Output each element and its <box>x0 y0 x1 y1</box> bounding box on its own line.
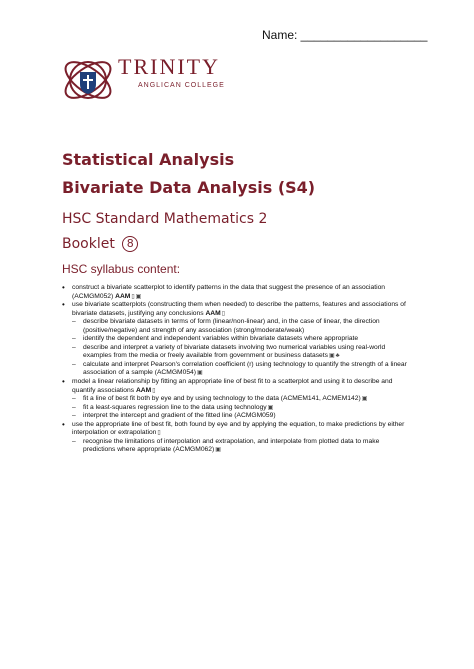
syllabus-item <box>62 412 412 421</box>
logo-wordmark: TRINITY <box>118 54 220 79</box>
screen-icon: ▣ <box>361 396 368 403</box>
trinity-logo <box>60 52 280 112</box>
syllabus-item-text: describe bivariate datasets in terms of form (linear/non-linear) and, in the case of linear, the direction (positive/negative) and strength of any association (strong/moderate/weak) <box>83 318 380 334</box>
syllabus-item <box>62 395 412 404</box>
screen-icon: ▣ <box>267 404 274 411</box>
syllabus-item <box>62 361 412 378</box>
screen-icon: ▣ <box>197 370 203 377</box>
college-crest-icon <box>60 52 116 108</box>
syllabus-heading: HSC syllabus content: <box>62 262 181 276</box>
calculator-icon: ▯ <box>221 310 225 317</box>
calculator-icon: ▯ <box>131 293 135 300</box>
syllabus-item <box>62 421 412 438</box>
doc-title-line2: Bivariate Data Analysis (S4) <box>62 178 316 197</box>
course-title: HSC Standard Mathematics 2 <box>62 211 268 227</box>
syllabus-item-text: construct a bivariate scatterplot to identify patterns in the data that suggest the presence of an association (ACMGM052) <box>72 284 386 300</box>
aam-tag: AAM <box>135 386 152 394</box>
syllabus-item-text: use the appropriate line of best fit, both found by eye and by applying the equation, to make predictions by either interpolation or extrapolation <box>72 420 405 437</box>
syllabus-item <box>62 404 412 413</box>
syllabus-item-text: identify the dependent and independent variables within bivariate datasets where appropriate <box>83 335 359 343</box>
booklet-title <box>62 236 138 252</box>
people-icon: ♣ <box>335 353 340 360</box>
syllabus-item-text: use bivariate scatterplots (constructing them when needed) to describe the patterns, features and associations of bivariate datasets, justifying any conclusions <box>72 301 406 317</box>
calculator-icon: ▯ <box>157 430 161 437</box>
booklet-number-badge: 8 <box>122 236 138 252</box>
syllabus-item <box>62 438 412 455</box>
syllabus-item <box>62 344 412 361</box>
aam-tag: AAM <box>205 309 221 317</box>
syllabus-item <box>62 335 412 344</box>
syllabus-item-text: fit a least-squares regression line to the data using technology <box>83 403 267 411</box>
logo-subtitle: ANGLICAN COLLEGE <box>138 82 225 89</box>
syllabus-item <box>62 301 412 318</box>
syllabus-item-text: fit a line of best fit both by eye and by using technology to the data (ACMEM141, ACMEM142) <box>83 395 361 403</box>
screen-icon: ▣ <box>328 353 335 360</box>
syllabus-item-text: calculate and interpret Pearson's correlation coefficient (r) using technology to quantify the strength of a linear association of a sample (ACMGM054) <box>83 360 407 377</box>
calculator-icon: ▯ <box>152 387 156 394</box>
name-field: Name: ___________________ <box>262 28 428 42</box>
syllabus-item-text: interpret the intercept and gradient of the fitted line (ACMGM059) <box>83 412 276 420</box>
syllabus-item <box>62 318 412 335</box>
syllabus-list <box>62 284 412 455</box>
syllabus-item-text: describe and interpret a variety of bivariate datasets involving two numerical variables using real-world examples from the media or freely available from government or business datasets <box>83 343 386 360</box>
syllabus-item <box>62 284 412 301</box>
booklet-label: Booklet <box>62 236 115 252</box>
screen-icon: ▣ <box>135 293 142 300</box>
aam-tag: AAM <box>115 292 131 300</box>
syllabus-item <box>62 378 412 395</box>
syllabus-item-text: model a linear relationship by fitting an appropriate line of best fit to a scatterplot and using it to describe and quantify associations <box>72 378 393 394</box>
syllabus-item-text: recognise the limitations of interpolation and extrapolation, and interpolate from plotted data to make predictions where appropriate (ACMGM062) <box>83 437 380 454</box>
doc-title-line1: Statistical Analysis <box>62 150 235 169</box>
screen-icon: ▣ <box>215 447 221 454</box>
